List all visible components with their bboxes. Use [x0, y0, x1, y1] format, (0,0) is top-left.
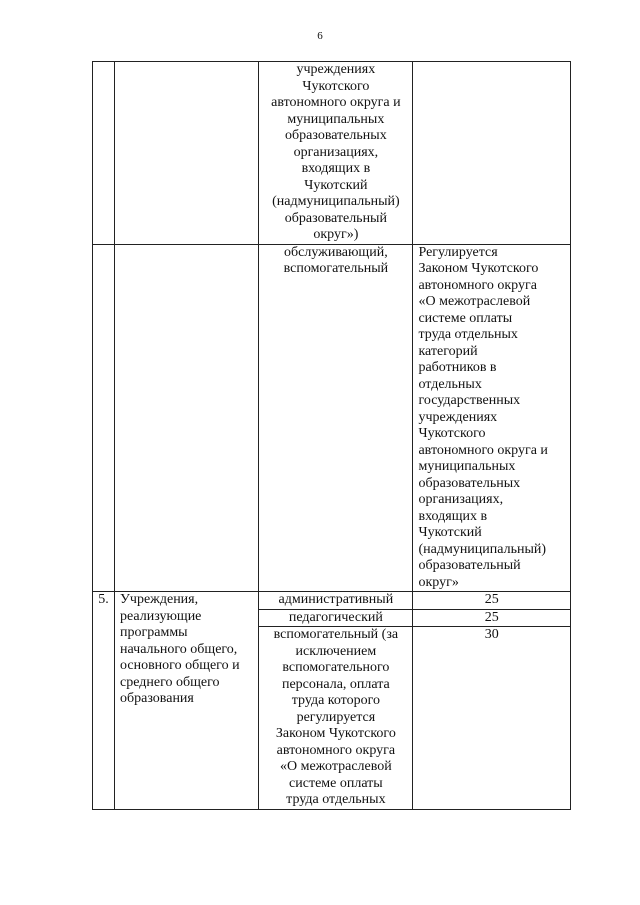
table-row-continuation: [93, 62, 571, 245]
table-row-5-administrative: [93, 592, 571, 610]
value-cell: 25: [413, 609, 571, 627]
institution-cell: Учреждения, реализующие программы начального общего, основного общего и среднего общего образования: [115, 592, 259, 810]
page-number: 6: [317, 30, 323, 42]
category-cell: административный: [259, 592, 413, 610]
value-cell: 30: [413, 627, 571, 810]
value-cell: [413, 62, 571, 245]
category-cell: педагогический: [259, 609, 413, 627]
category-cell: вспомогательный (за исключением вспомогательного персонала, оплата труда которого регулируется Законом Чукотского автономного округа «О межотраслевой системе оплаты труда отдельных: [259, 627, 413, 810]
table-row-support-staff: [93, 244, 571, 592]
value-cell: 25: [413, 592, 571, 610]
number-cell: [93, 62, 115, 245]
category-cell: учреждениях Чукотского автономного округа и муниципальных образовательных организациях, входящих в Чукотский (надмуниципальный) образовательный округ»): [259, 62, 413, 245]
norms-table: [92, 61, 571, 810]
category-cell: обслуживающий, вспомогательный: [259, 244, 413, 592]
value-cell: Регулируется Законом Чукотского автономного округа «О межотраслевой системе оплаты труда отдельных категорий работников в отдельных государственных учреждениях Чукотского автономного округа и муниципальных образовательных организациях, входящих в Чукотский (надмуниципальный) образовательный округ»: [413, 244, 571, 592]
number-cell: 5.: [93, 592, 115, 810]
institution-cell: [115, 244, 259, 592]
institution-cell: [115, 62, 259, 245]
number-cell: [93, 244, 115, 592]
